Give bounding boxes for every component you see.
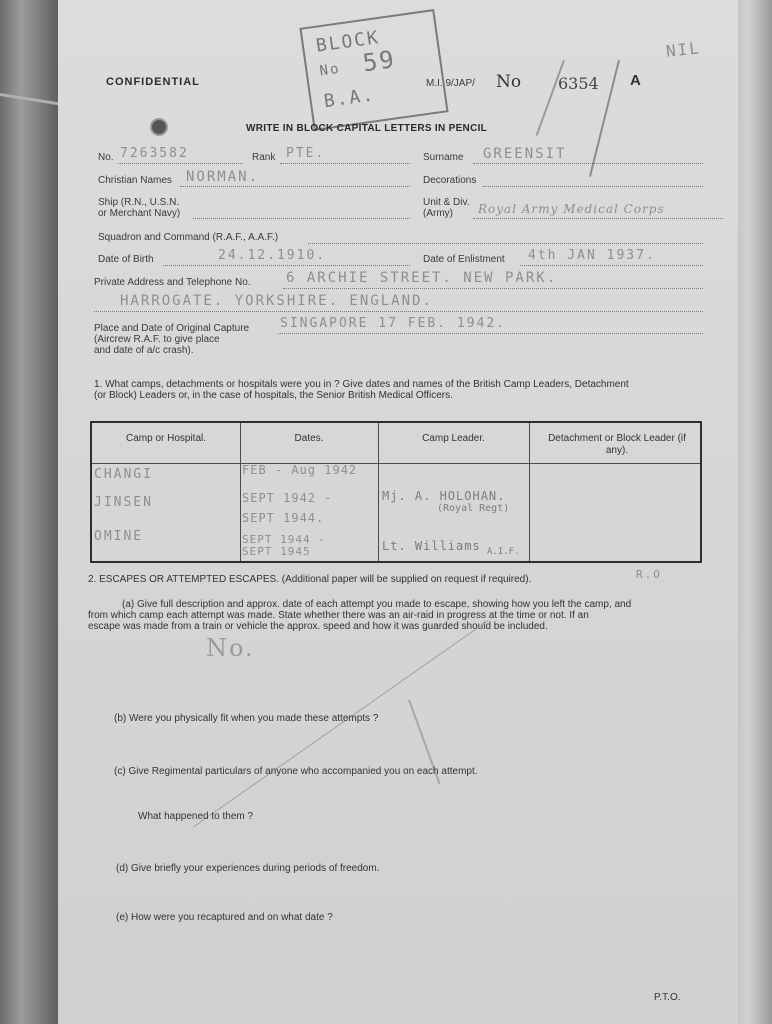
unit-label-1: Unit & Div. [423,197,470,208]
capture-value: SINGAPORE 17 FEB. 1942. [280,316,507,331]
dob-value: 24.12.1910. [218,248,327,263]
question-c: (c) Give Regimental particulars of anyone who accompanied you on each attempt. [114,766,478,777]
row-2-leader: Mj. A. HOLOHAN. [382,489,506,503]
capture-label-3: and date of a/c crash). [94,345,194,356]
form-page [58,0,738,1024]
no-label: No. [98,152,114,163]
section1-question-line-2: (or Block) Leaders or, in the case of hospitals, the Senior British Medical Officers. [94,390,453,401]
col-header-camp: Camp or Hospital. [125,433,207,444]
squadron-label: Squadron and Command (R.A.F., A.A.F.) [98,232,279,243]
binder-right [732,0,772,1024]
enlistment-value: 4th JAN 1937. [528,248,656,263]
unit-value: Royal Army Medical Corps [478,202,665,216]
dob-label: Date of Birth [98,254,154,265]
capture-label-2: (Aircrew R.A.F. to give place [94,334,220,345]
section1-question-line-1: 1. What camps, detachments or hospitals were you in ? Give dates and names of the British Camp Leaders, Detachment [94,379,629,390]
question-b: (b) Were you physically fit when you made these attempts ? [114,713,379,724]
address-value-1: 6 ARCHIE STREET. NEW PARK. [286,270,558,286]
number-label: No [496,72,522,92]
row-3-leader: Lt. Williams [382,539,481,553]
row-3-leader-unit: A.I.F. [487,547,520,557]
question-a-line-2: from which camp each attempt was made. State whether there was an air-raid in progress at the time or not. If an [88,610,589,621]
stamp-number: 59 [361,45,398,78]
address-value-2: HARROGATE. YORKSHIRE. ENGLAND. [120,293,433,309]
question-e: (e) How were you recaptured and on what date ? [116,912,333,923]
mi-ref: M.I. 9/JAP/ [426,78,475,89]
capture-label-1: Place and Date of Original Capture [94,323,250,334]
ship-label-2: or Merchant Navy) [98,208,181,219]
pto-label: P.T.O. [654,992,681,1003]
col-header-detachment: Detachment or Block Leader (if any). [548,433,686,456]
row-1-dates: FEB - Aug 1942 [242,463,358,477]
no-value: 7263582 [120,146,189,161]
question-a-line-1: (a) Give full description and approx. date of each attempt you made to escape, showing how you left the camp, and [122,599,632,610]
rank-value: PTE. [286,146,326,161]
rank-label: Rank [252,152,276,163]
instruction-heading: WRITE IN BLOCK CAPITAL LETTERS IN PENCIL [246,123,488,134]
row-2-dates: SEPT 1942 - [242,491,333,505]
col-header-dates: Dates. [294,433,324,444]
serial-number: 6354 [558,74,599,93]
stamp-line-1: BLOCK [314,26,382,57]
col-header-leader: Camp Leader. [422,433,485,444]
unit-label-2: (Army) [423,208,453,219]
confidential-label: CONFIDENTIAL [106,76,200,88]
stamp-line-2: No [318,60,342,80]
enlistment-label: Date of Enlistment [423,254,505,265]
question-d: (d) Give briefly your experiences during periods of freedom. [116,863,380,874]
row-3-camp: OMINE [94,529,144,544]
surname-value: GREENSIT [483,146,567,162]
block-stamp [299,9,448,131]
pencil-stroke [536,60,565,136]
camps-table [90,421,702,563]
section2-heading: 2. ESCAPES OR ATTEMPTED ESCAPES. (Additional paper will be supplied on request if required). [88,574,532,585]
christian-names-label: Christian Names [98,175,172,186]
row-2-dates-end: SEPT 1944. [242,511,325,525]
decorations-label: Decorations [423,175,477,186]
punch-hole [150,118,168,136]
margin-mark: R.O [636,568,662,581]
question-a-answer: No. [206,634,255,662]
question-c-sub: What happened to them ? [138,811,254,822]
row-3-dates: SEPT 1944 - [242,533,326,546]
surname-label: Surname [423,152,464,163]
address-label: Private Address and Telephone No. [94,277,251,288]
ship-label-1: Ship (R.N., U.S.N. [98,197,180,208]
question-a-line-3: escape was made from a train or vehicle the approx. speed and how it was guarded should be included. [88,621,548,632]
row-3-dates-end: SEPT 1945 [242,545,311,558]
row-2-leader-unit: (Royal Regt) [437,503,510,514]
christian-names-value: NORMAN. [186,169,260,185]
row-1-camp: CHANGI [94,467,153,482]
margin-note: NIL [665,38,702,61]
row-2-camp: JINSEN [94,495,153,510]
stamp-line-3: B.A. [322,84,377,113]
serial-suffix: A [630,72,641,89]
